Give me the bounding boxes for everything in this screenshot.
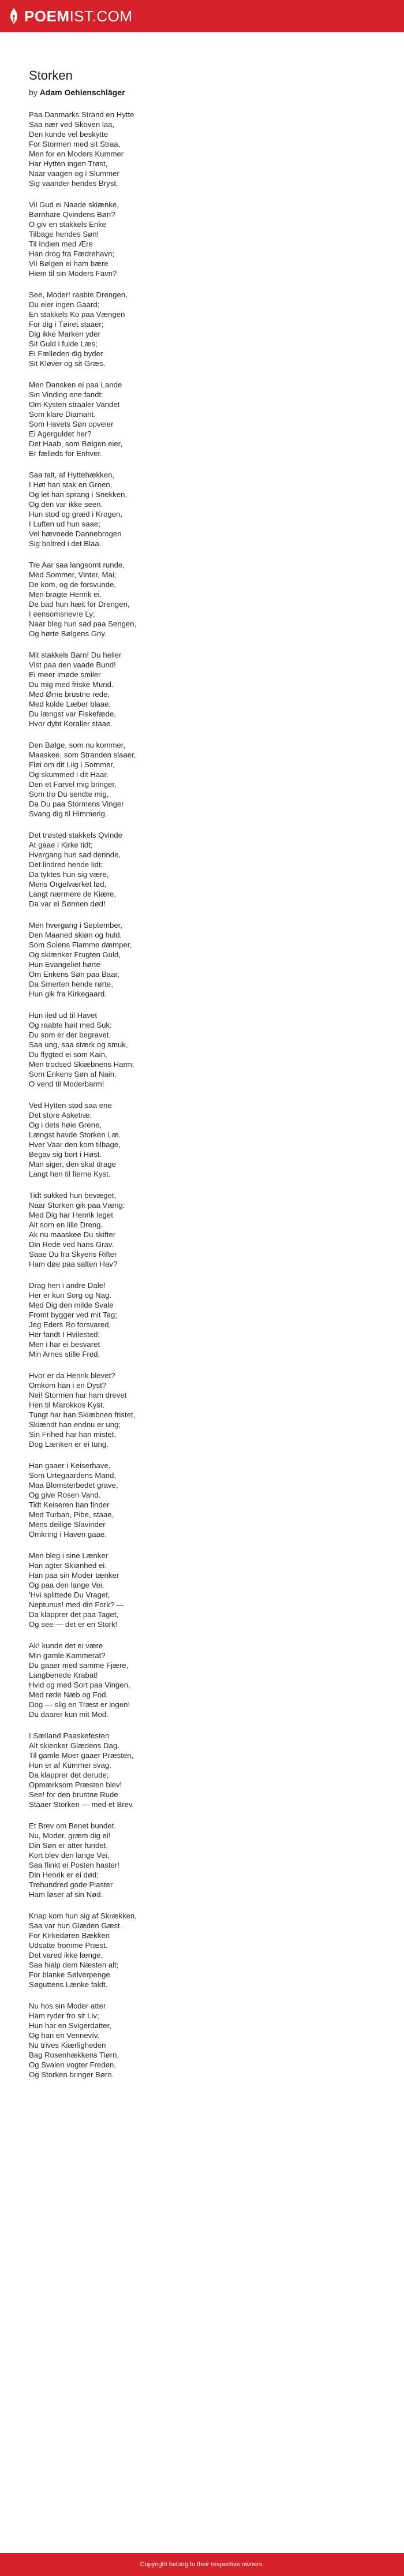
poem-line: Til Indien med Ære [29,240,93,248]
poem-line: Hvid og med Sort paa Vingen, [29,1681,130,1689]
stanza [29,1010,375,1089]
poem-line: Med kolde Læber blaae, [29,700,111,708]
poem-line: Trehundred gode Piaster [29,1880,113,1889]
poem-line: Tidt Keiseren han finder [29,1500,110,1509]
poem-line: Hver Vaar den kom tilbage, [29,1140,121,1149]
poem-line: Med røde Næb og Fod. [29,1690,109,1699]
poem-line: Da tyktes hun sig være, [29,870,109,879]
poem-line: Dig ikke Marken yder [29,330,100,338]
top-bar [0,0,404,32]
poem-line: Ak! kunde det ei være [29,1641,103,1650]
poem-line: Og Storken bringer Børn. [29,2070,114,2079]
poem-line: De bad hun hæit for Drengen, [29,600,130,608]
poem-line: Til gamle Moer gaaer Præsten, [29,1751,134,1760]
poem-line: Og Svalen vogter Freden, [29,2060,117,2069]
poem-line: Han paa sin Moder tænker [29,1571,119,1580]
poem-line: Og raabte høit med Suk: [29,1021,112,1029]
poem-title: Storken [29,68,73,83]
poem-line: Knap kom hun sig af Skrækken, [29,1912,137,1920]
poem-line: Og hørte Bølgens Gny. [29,629,107,638]
poem-line: Fromt bygger ved mit Tag; [29,1311,117,1319]
poem-line: Skiændt han endnu er ung; [29,1420,121,1429]
poem-line: See, Moder! raabte Drengen, [29,290,128,299]
poem-line: Vil Gud ei Naade skiænke, [29,200,119,209]
stanza [29,290,375,368]
poem-line: Ved Hytten stod saa ene [29,1101,112,1110]
poem-line: Men i har ei besvaret [29,1340,100,1349]
poem-line: At gaae i Kirke tidt; [29,841,93,849]
poem-line: For dig i Tøiret staaer; [29,320,104,328]
stanza [29,1280,375,1359]
poem-line: Hun gik fra Kirkegaard. [29,990,107,998]
poem-line: Det store Asketræ, [29,1111,92,1119]
poem-line: Din Rede ved hans Grav. [29,1240,114,1249]
stanza [29,1190,375,1269]
poem-line: Som Havets Søn opveier [29,420,114,428]
poem-line: Sit Kløver og sit Græs. [29,359,106,368]
poem-line: Naar vaagen og i Slummer [29,169,119,178]
poem-line: Men for en Moders Kummer [29,150,124,158]
poem-line: Opmærksom Præsten blev! [29,1780,122,1789]
poem-line: Men Dansken ei paa Lande [29,380,122,389]
poem-line: Og see — det er en Stork! [29,1620,118,1629]
stanza [29,920,375,999]
poem-line: Som tro Du sendte mig, [29,790,109,798]
poem-line: 'Hvi splittede Du Vraget, [29,1591,110,1599]
poem-line: Langt nærmere de Kiære, [29,890,116,898]
poem-line: Svang dig til Himmerig. [29,809,107,818]
byline-prefix: by [29,88,38,97]
poem-line: Og skummed i dit Haar. [29,770,109,779]
poem-line: Min Arnes stille Fred. [29,1350,100,1358]
poem-line: Med Ørne brustne rede, [29,690,110,699]
poem-line: Saa talt, af Hyttehækken, [29,471,115,479]
poem-line: See! for den brustne Rude [29,1790,118,1799]
poem-line: Saa nær ved Skoven laa, [29,120,115,129]
poem-line: Og han en Vennevív. [29,2031,100,2040]
poem-line: Børnhare Qvindens Bøn? [29,210,115,219]
poem-line: Han agter Skiønhed ei. [29,1561,107,1570]
poem-line: I eensomsnevre Ly; [29,610,95,618]
stanza [29,830,375,909]
poem-line: Du eier ingen Gaard; [29,300,100,309]
poem-line: For Stormen med sit Straa, [29,140,121,148]
poem-line: I Luften ud hun saae; [29,520,100,528]
poem-line: Begav sig bort i Høst. [29,1150,102,1159]
stanza [29,1551,375,1629]
poem-line: Vist paa den vaade Bund! [29,660,116,669]
poem-line: Maaskee, som Stranden slaaer, [29,751,136,759]
poem-line: Ei Agerguldet her? [29,430,92,438]
poem-line: Om Enkens Søn paa Baar, [29,970,119,979]
poem-line: Men hvergang i September, [29,921,123,929]
poem-line: De kom, og de forsvunde, [29,580,117,589]
poem-line: Hvergang hun sad derinde, [29,850,121,859]
poem-line: Det trøsted stakkels Qvinde [29,831,122,839]
poem-line: Ham ryder fro sit Liv; [29,2011,99,2020]
poem-line: For blanke Sølverpenge [29,1970,110,1979]
poem-line: Det lindred hende lidt; [29,860,103,869]
stanza [29,1911,375,1989]
poem-line: Sit Guld i fulde Læs; [29,339,98,348]
poem-line: Men bleg i sine Lænker [29,1551,109,1560]
poem-line: Hun er af Kummer svag. [29,1761,111,1769]
poem-line: Saa ung, saa stærk og smuk, [29,1040,128,1049]
poem-line: Du gaaer med samme Fjære, [29,1661,129,1670]
stanza [29,1641,375,1719]
poem-line: Sig boltred i det Blaa. [29,539,102,548]
poem-line: Bag Rosenhækkens Tiørn, [29,2051,119,2059]
poem-body [29,110,375,2080]
poem-line: Ham døe paa salten Hav? [29,1260,118,1268]
poem-line: Saa var hun Glæden Gæst. [29,1921,122,1930]
poem-line: Langbenede Krabat! [29,1671,98,1679]
poem-line: Og den var ikke seen. [29,500,103,509]
stanza [29,2001,375,2080]
poem-line: Her fandt I Hvilested; [29,1330,100,1339]
poem-line: Han drog fra Fædrehavn; [29,249,115,258]
poem-line: Jeg Eders Ro forsvared, [29,1320,111,1329]
poem-line: Det Haab, som Bølgen eier, [29,439,122,448]
poem-line: Længst havde Storken Læ. [29,1130,121,1139]
poem-author[interactable]: Adam Oehlenschläger [39,88,125,97]
poem-line: Tungt har han Skiæbnen fristet, [29,1410,136,1419]
poem-line: Ei Fælleden dig byder [29,349,103,358]
poem-line: Nei! Stormen har ham drevet [29,1391,127,1399]
poem-line: Tilbage hendes Søn! [29,230,99,238]
poem-line: Og skiænker Frugten Guld, [29,950,121,959]
poem-line: Man siger, den skal drage [29,1160,117,1168]
poem-content [29,68,375,2091]
poem-line: Sin Vinding ene fandt: [29,390,103,399]
stanza [29,110,375,188]
logo-text-bold: POEM [24,7,70,25]
poem-line: Og paa den lange Vei. [29,1581,104,1589]
poem-line: Da klapprer det paa Taget, [29,1610,119,1619]
logo-text-light: IST.COM [69,7,133,25]
stanza [29,740,375,819]
stanza [29,650,375,729]
copyright-text: Copyright belong to their respective owners. [140,2561,264,2568]
poem-line: Mens Orgelværket lød, [29,880,107,888]
poem-line: Den et Farvel mig bringer, [29,780,117,789]
poem-line: En stakkels Ko paa Vængen [29,310,125,319]
poem-line: Mit stakkels Barn! Du heller [29,651,122,659]
poem-line: Saae Du fra Skyens Rifter [29,1250,117,1259]
poem-line: Men trodsed Skiæbnens Harm; [29,1060,134,1069]
poem-line: Men bragte Henrik ei. [29,590,102,599]
poem-line: Min gamle Kammerat? [29,1651,106,1660]
poem-line: Som klare Diamant. [29,410,96,419]
poem-byline [29,88,375,97]
poem-line: Dog Lænken er ei tung. [29,1440,109,1448]
stanza [29,1371,375,1449]
poem-line: Hun stod og græd i Krogen, [29,510,123,518]
poem-line: Saa flinkt ei Posten haster! [29,1861,119,1869]
poem-line: Med Sommer, Vinter, Mai; [29,570,117,579]
poem-line: Saa hialp dem Næsten alt; [29,1961,119,1969]
poem-line: Naar Storken gik paa Væng: [29,1201,125,1209]
poem-line: Fløi om dit Liig i Sommer, [29,760,115,769]
stanza [29,470,375,548]
poem-line: Hiem til sin Moders Favn? [29,269,117,278]
poem-line: Mens deilige Slavinder [29,1520,106,1529]
poem-line: Ei meer imøde smiler [29,670,101,679]
stanza [29,1821,375,1899]
poem-line: Har Hytten ingen Trøst, [29,159,108,168]
stanza [29,1100,375,1179]
poem-line: Da klapprer det derude; [29,1771,109,1779]
stanza [29,380,375,458]
poem-line: Da Smerten hende rørte, [29,980,113,988]
poem-line: Du længst var Fiskefæde, [29,710,116,718]
poem-line: Paa Danmarks Strand en Hytte [29,110,134,119]
poem-line: Omkring i Haven gaae. [29,1530,107,1539]
poem-line: Hun har en Svigerdatter, [29,2021,111,2030]
poem-line: Ak nu maaskee Du skifter [29,1230,116,1239]
poem-line: Du som er der begravet, [29,1031,111,1039]
poem-line: Sig vaander hendes Bryst. [29,179,118,188]
poem-line: Staaer Storken — med et Brev. [29,1800,134,1809]
poem-line: Som Solens Flamme dæmper, [29,940,132,949]
poem-line: Med Turban, Pibe, staae, [29,1510,114,1519]
poem-line: Sin Frihed har han mistet, [29,1430,116,1439]
poem-line: Som Urtegaardens Mand, [29,1471,116,1480]
poem-line: Nu, Moder, græm dig ei! [29,1831,111,1840]
poem-line: Hvor dybt Koraller staae. [29,719,113,728]
poem-line: Tidt sukked hun bevæget, [29,1191,117,1200]
stanza [29,1731,375,1809]
poem-line: Et Brev om Benet bundet. [29,1821,117,1830]
poem-line: Hun iled ud til Havet [29,1011,98,1020]
poem-line: Han gaaer i Keiserhave, [29,1461,111,1470]
poem-line: Maa Blomsterbedet grave, [29,1481,118,1489]
poem-line: Nu hos sin Moder atter [29,2002,106,2010]
poem-line: Vil Bølgen ei ham bære [29,259,109,268]
poem-line: Neptunus! med din Fork? — [29,1600,124,1609]
poem-line: Og give Rosen Vand. [29,1491,101,1499]
poem-line: Søguttens Lænke faldt. [29,1980,108,1989]
stanza [29,200,375,278]
poem-line: Vel hævnede Dannebrogen [29,529,122,538]
poem-line: Udsatte fromme Præst. [29,1941,108,1950]
poem-line: Du daarer kun mit Mod. [29,1710,109,1719]
poem-line: Alt som en lille Dreng. [29,1220,103,1229]
poem-line: Hen til Marokkos Kyst. [29,1401,105,1409]
poem-line: Da var ei Sønnen død! [29,899,106,908]
poem-line: Drag hen i andre Dale! [29,1281,106,1290]
poem-line: Hvor er da Henrik blevet? [29,1371,115,1380]
poem-line: O vend til Moderbarm! [29,1080,104,1088]
poem-line: Ham løser af sin Nød. [29,1890,103,1899]
poem-line: Kort blev den lange Vei. [29,1851,110,1860]
poem-line: I Sælland Paaskefesten [29,1731,110,1740]
poem-line: Naar bleg hun sad paa Sengen, [29,619,137,628]
stanza [29,1461,375,1539]
site-logo[interactable] [8,7,133,25]
poem-line: Om Kysten straaler Vandet [29,400,120,409]
poem-line: Den Maaned skiøn og huld, [29,931,122,939]
poem-line: Med Dig har Henrik leget [29,1211,113,1219]
poem-line: Din Søn er atter fundet, [29,1841,109,1850]
poem-line: Med Dig den milde Svale [29,1301,114,1309]
poem-line: Alt skienker Glædens Dag. [29,1741,119,1750]
poem-line: Omkom han i en Dyst? [29,1381,107,1390]
poem-line: Da Du paa Stormens Vinger [29,800,124,808]
poem-line: Det vared ikke længe, [29,1951,103,1959]
poem-line: For Kirkedøren Bækken [29,1931,110,1940]
poem-line: I Høt han stak en Green, [29,480,113,489]
poem-line: Din Henrik er ei død; [29,1871,99,1879]
poem-line: Dog — slig en Træst er ingen! [29,1700,130,1709]
poem-line: Langt hen til fierne Kyst. [29,1170,111,1178]
footer [0,2553,404,2576]
poem-line: Den kunde vel beskytte [29,130,109,139]
poem-line: Er fælleds for Enhver. [29,449,102,458]
poem-line: Den Bølge, som nu kommer, [29,741,126,749]
poem-line: Du flygted ei som Kain, [29,1050,107,1059]
poem-line: Nu trives Kiærligheden [29,2041,106,2049]
poem-line: Du mig med friske Mund. [29,680,114,689]
poem-line: Her er kun Sorg og Nag. [29,1291,111,1300]
stanza [29,560,375,639]
poem-line: Hun Evangeliet hørte [29,960,100,969]
poem-line: Og let han sprang i Snekken, [29,490,128,499]
pen-nib-icon [8,8,20,25]
poem-line: Tre Aar saa langsomt runde, [29,561,125,569]
logo-text [24,8,133,25]
poem-line: O giv en stakkels Enke [29,220,107,229]
poem-line: Som Enkens Søn af Nain. [29,1070,117,1078]
poem-line: Og i dets høie Grene, [29,1121,102,1129]
